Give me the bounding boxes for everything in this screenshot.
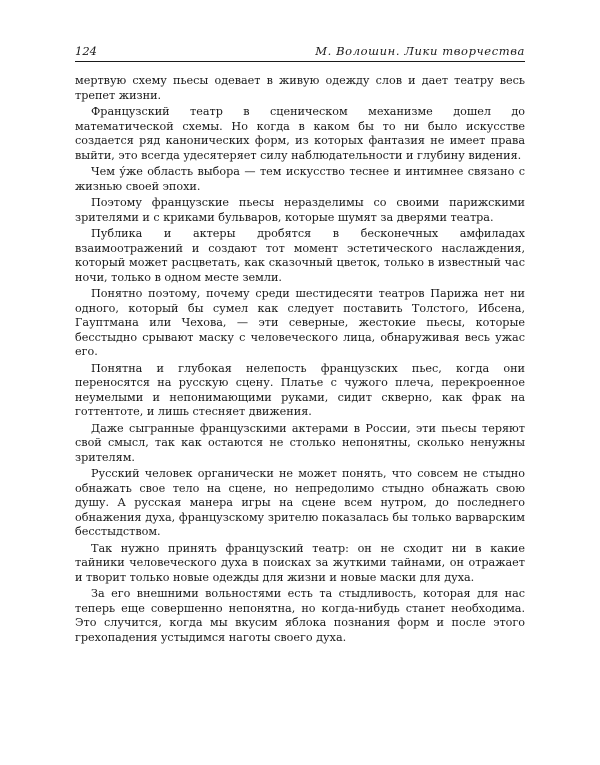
paragraph: Поэтому французские пьесы неразделимы со своими парижскими зрителями и с криками бульваров, которые шумят за дверями театра. [75, 196, 525, 224]
paragraph: Французский театр в сценическом механизме дошел до математической схемы. Но когда в каком бы то ни было искусстве создается ряд канонических форм, из которых фантазия не имеет права выйти, это всегда удесятеряет силу наблюдательности и глубину видения. [75, 105, 525, 162]
book-page [75, 44, 525, 647]
paragraph: Русский человек органически не может понять, что совсем не стыдно обнажать свое тело на сцене, но непредолимо стыдно обнажать свою душу. А русская манера игры на сцене всем нутром, до последнего обнажения духа, французскому зрителю показалась бы только варварским бесстыдством. [75, 467, 525, 538]
paragraph: Чем у́же область выбора — тем искусство теснее и интимнее связано с жизнью своей эпохи. [75, 165, 525, 193]
page-number: 124 [75, 44, 97, 58]
paragraph: Даже сыгранные французскими актерами в России, эти пьесы теряют свой смысл, так как остаются не столько непонятны, сколько ненужны зрителям. [75, 421, 525, 464]
paragraph: Понятно поэтому, почему среди шестидесяти театров Парижа нет ни одного, который бы сумел как следует поставить Толстого, Ибсена, Гауптмана или Чехова, — эти северные, жестокие пьесы, которые бесстыдно срывают маску с человеческого лица, обнаруживая весь ужас его. [75, 287, 525, 358]
paragraph: мертвую схему пьесы одевает в живую одежду слов и дает театру весь трепет жизни. [75, 74, 525, 102]
paragraph: Так нужно принять французский театр: он не сходит ни в какие тайники человеческого духа в поисках за жуткими тайнами, он отражает и творит только новые одежды для жизни и новые маски для духа. [75, 541, 525, 584]
paragraph: Публика и актеры дробятся в бесконечных амфиладах взаимоотражений и создают тот момент эстетического наслаждения, который может расцветать, как сказочный цветок, только в известный час ночи, только в одном месте земли. [75, 227, 525, 284]
running-head [75, 44, 525, 61]
body-text [75, 74, 525, 645]
paragraph: Понятна и глубокая нелепость французских пьес, когда они переносятся на русскую сцену. Платье с чужого плеча, перекроенное неумелыми и непонимающими руками, сидит скверно, как фрак на готтентоте, и лишь стесняет движения. [75, 361, 525, 418]
paragraph: За его внешними вольностями есть та стыдливость, которая для нас теперь еще совершенно непонятна, но когда-нибудь станет необходима. Это случится, когда мы вкусим яблока познания форм и после этого грехопадения устыдимся наготы своего духа. [75, 587, 525, 644]
running-title: М. Волошин. Лики творчества [315, 44, 525, 58]
header-rule [75, 61, 525, 62]
